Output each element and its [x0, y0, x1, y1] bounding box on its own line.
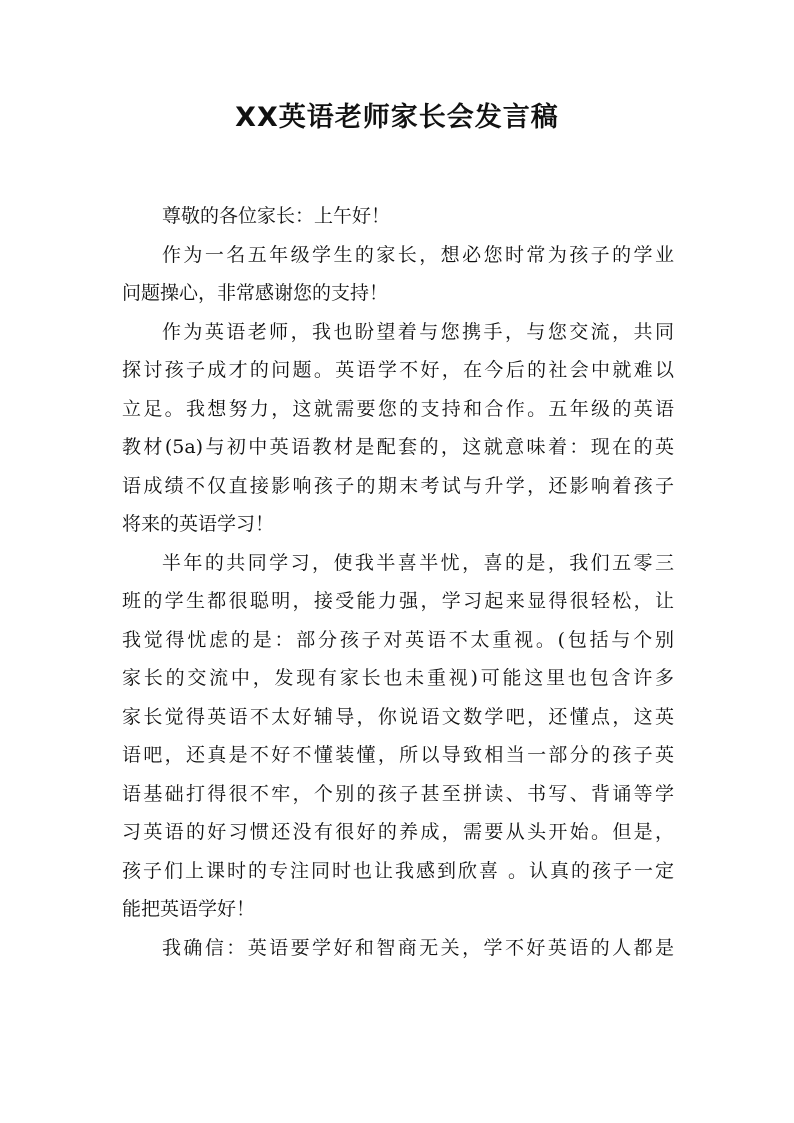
paragraph-line: 家长觉得英语不太好辅导，你说语文数学吧，还懂点，这英 [122, 705, 674, 728]
paragraph-line: 问题操心，非常感谢您的支持！ [122, 282, 389, 304]
document-title: XX英语老师家长会发言稿 [235, 102, 559, 133]
paragraph-line: 语基础打得很不牢，个别的孩子甚至拼读、书写、背诵等学 [122, 782, 674, 805]
paragraph-line: 探讨孩子成才的问题。英语学不好，在今后的社会中就难以 [122, 359, 674, 381]
paragraph-line: 孩子们上课时的专注同时也让我感到欣喜 。认真的孩子一定 [122, 859, 674, 882]
paragraph-line: 作为一名五年级学生的家长，想必您时常为孩子的学业 [162, 243, 674, 266]
document-body [122, 197, 674, 967]
paragraph-line: 作为英语老师，我也盼望着与您携手，与您交流，共同 [162, 320, 674, 343]
paragraph-line: 班的学生都很聪明，接受能力强，学习起来显得很轻松，让 [122, 590, 674, 612]
paragraph-line: 家长的交流中，发现有家长也未重视)可能这里也包含许多 [122, 667, 674, 689]
paragraph-line: 教材(5a)与初中英语教材是配套的，这就意味着：现在的英 [122, 436, 674, 458]
paragraph-line: 语成绩不仅直接影响孩子的期末考试与升学，还影响着孩子 [122, 474, 674, 497]
paragraph-line: 我觉得忧虑的是：部分孩子对英语不太重视。(包括与个别 [122, 628, 674, 651]
paragraph-line: 语吧，还真是不好不懂装懂，所以导致相当一部分的孩子英 [122, 744, 674, 766]
paragraph-line: 立足。我想努力，这就需要您的支持和合作。五年级的英语 [122, 397, 674, 420]
paragraph-line: 半年的共同学习，使我半喜半忧，喜的是，我们五零三 [162, 551, 674, 574]
paragraph-line: 习英语的好习惯还没有很好的养成，需要从头开始。但是， [122, 821, 674, 843]
paragraph-line: 能把英语学好！ [122, 898, 256, 920]
greeting-line: 尊敬的各位家长：上午好！ [162, 205, 391, 227]
paragraph-line: 将来的英语学习！ [122, 513, 275, 535]
paragraph-line: 我确信：英语要学好和智商无关，学不好英语的人都是 [162, 936, 674, 959]
